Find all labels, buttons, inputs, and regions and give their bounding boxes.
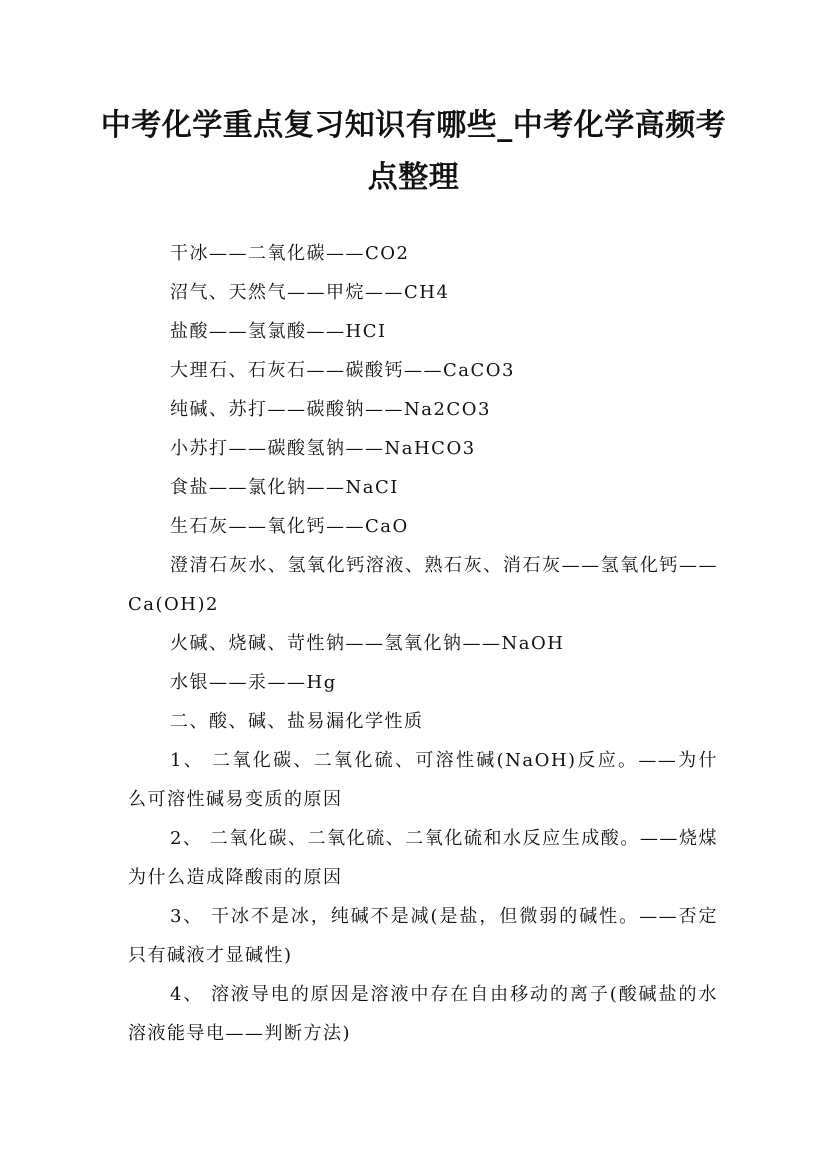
list-item-3: 3、 干冰不是冰，纯碱不是减(是盐，但微弱的碱性。——否定只有碱液才显碱性) xyxy=(128,906,718,966)
paragraph-calcium-hydroxide: 澄清石灰水、氢氧化钙溶液、熟石灰、消石灰——氢氧化钙——Ca(OH)2 xyxy=(128,555,718,615)
list-item-4: 4、 溶液导电的原因是溶液中存在自由移动的离子(酸碱盐的水溶液能导电——判断方法) xyxy=(128,984,718,1044)
paragraph-dry-ice: 干冰——二氧化碳——CO2 xyxy=(170,243,410,264)
section-heading: 二、酸、碱、盐易漏化学性质 xyxy=(170,711,424,732)
document-title: 中考化学重点复习知识有哪些_中考化学高频考点整理 xyxy=(100,108,727,195)
list-item-1: 1、 二氧化碳、二氧化硫、可溶性碱(NaOH)反应。——为什么可溶性碱易变质的原因 xyxy=(128,750,718,810)
paragraph-mercury: 水银——汞——Hg xyxy=(170,672,337,693)
paragraph-hydrochloric-acid: 盐酸——氢氯酸——HCI xyxy=(170,321,387,342)
paragraph-sodium-carbonate: 纯碱、苏打——碳酸钠——Na2CO3 xyxy=(170,399,491,420)
paragraph-sodium-chloride: 食盐——氯化钠——NaCI xyxy=(170,477,399,498)
paragraph-calcium-carbonate: 大理石、石灰石——碳酸钙——CaCO3 xyxy=(170,360,515,381)
paragraph-sodium-hydroxide: 火碱、烧碱、苛性钠——氢氧化钠——NaOH xyxy=(170,633,565,654)
paragraph-methane: 沼气、天然气——甲烷——CH4 xyxy=(170,282,450,303)
paragraph-calcium-oxide: 生石灰——氧化钙——CaO xyxy=(170,516,409,537)
list-item-2: 2、 二氧化碳、二氧化硫、二氧化硫和水反应生成酸。——烧煤为什么造成降酸雨的原因 xyxy=(128,828,718,888)
document-body xyxy=(128,234,718,1053)
paragraph-sodium-bicarbonate: 小苏打——碳酸氢钠——NaHCO3 xyxy=(170,438,476,459)
